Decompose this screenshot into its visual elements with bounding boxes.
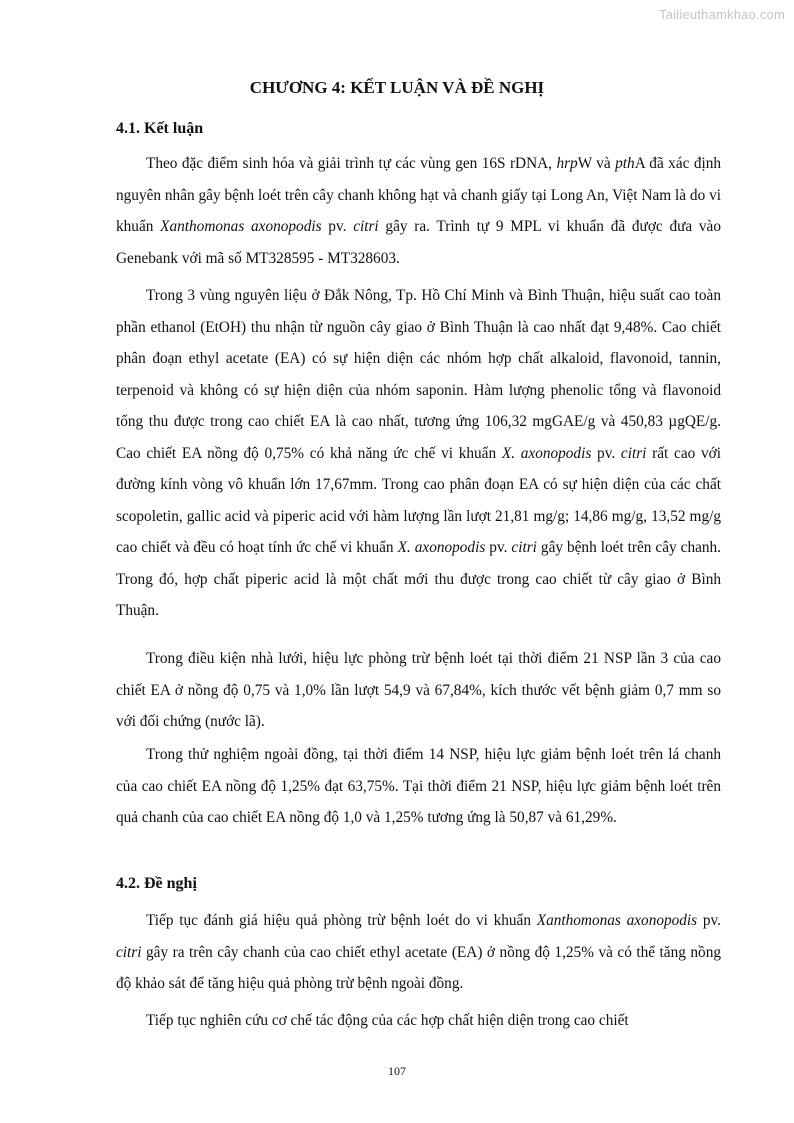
- conclusion-paragraph-2: Trong 3 vùng nguyên liệu ở Đắk Nông, Tp. Hồ Chí Minh và Bình Thuận, hiệu suất cao toàn phần ethanol (EtOH) thu nhận từ nguồn cây giao ở Bình Thuận là cao nhất đạt 9,48%. Cao chiết phân đoạn ethyl acetate (EA) có sự hiện diện các nhóm hợp chất alkaloid, flavonoid, tannin, terpenoid và không có sự hiện diện của nhóm saponin. Hàm lượng phenolic tổng và flavonoid tổng thu được trong cao chiết EA là cao nhất, tương ứng 106,32 mgGAE/g và 450,83 µgQE/g. Cao chiết EA nồng độ 0,75% có khả năng ức chế vi khuẩn X. axonopodis pv. citri rất cao với đường kính vòng vô khuẩn lớn 17,67mm. Trong cao phân đoạn EA có sự hiện diện của các chất scopoletin, gallic acid và piperic acid với hàm lượng lần lượt 21,81 mg/g; 14,86 mg/g, 13,52 mg/g cao chiết và đều có hoạt tính ức chế vi khuẩn X. axonopodis pv. citri gây bệnh loét trên cây chanh. Trong đó, hợp chất piperic acid là một chất mới thu được trong cao chiết từ cây giao ở Bình Thuận.: [116, 287, 722, 619]
- page-number: 107: [388, 1064, 406, 1078]
- conclusion-paragraph-4: Trong thử nghiệm ngoài đồng, tại thời điểm 14 NSP, hiệu lực giảm bệnh loét trên lá chanh của cao chiết EA nồng độ 1,25% đạt 63,75%. Tại thời điểm 21 NSP, hiệu lực giảm bệnh loét trên quả chanh của cao chiết EA nồng độ 1,0 và 1,25% tương ứng là 50,87 và 61,29%.: [116, 746, 721, 826]
- conclusion-paragraph-1: Theo đặc điểm sinh hóa và giải trình tự các vùng gen 16S rDNA, hrpW và pthA đã xác định nguyên nhân gây bệnh loét trên cây chanh không hạt và chanh giấy tại Long An, Việt Nam là do vi khuẩn Xanthomonas axonopodis pv. citri gây ra. Trình tự 9 MPL vi khuẩn đã được đưa vào Genebank với mã số MT328595 - MT328603.: [116, 155, 722, 267]
- conclusion-paragraph-3: Trong điều kiện nhà lưới, hiệu lực phòng trừ bệnh loét tại thời điểm 21 NSP lần 3 của cao chiết EA ở nồng độ 0,75 và 1,0% lần lượt 54,9 và 67,84%, kích thước vết bệnh giảm 0,7 mm so với đối chứng (nước lã).: [116, 650, 721, 730]
- recommendation-paragraph-1: Tiếp tục đánh giá hiệu quả phòng trừ bệnh loét do vi khuẩn Xanthomonas axonopodis pv. citri gây ra trên cây chanh của cao chiết ethyl acetate (EA) ở nồng độ 1,25% và có thể tăng nồng độ khảo sát để tăng hiệu quả phòng trừ bệnh ngoài đồng.: [116, 912, 722, 992]
- section-heading-conclusion: 4.1. Kết luận: [116, 120, 204, 137]
- chapter-title: CHƯƠNG 4: KẾT LUẬN VÀ ĐỀ NGHỊ: [249, 78, 545, 97]
- recommendation-paragraph-2: Tiếp tục nghiên cứu cơ chế tác động của các hợp chất hiện diện trong cao chiết: [146, 1012, 629, 1029]
- section-heading-recommendation: 4.2. Đề nghị: [116, 875, 197, 892]
- watermark: Tailieuthamkhao.com: [659, 7, 785, 22]
